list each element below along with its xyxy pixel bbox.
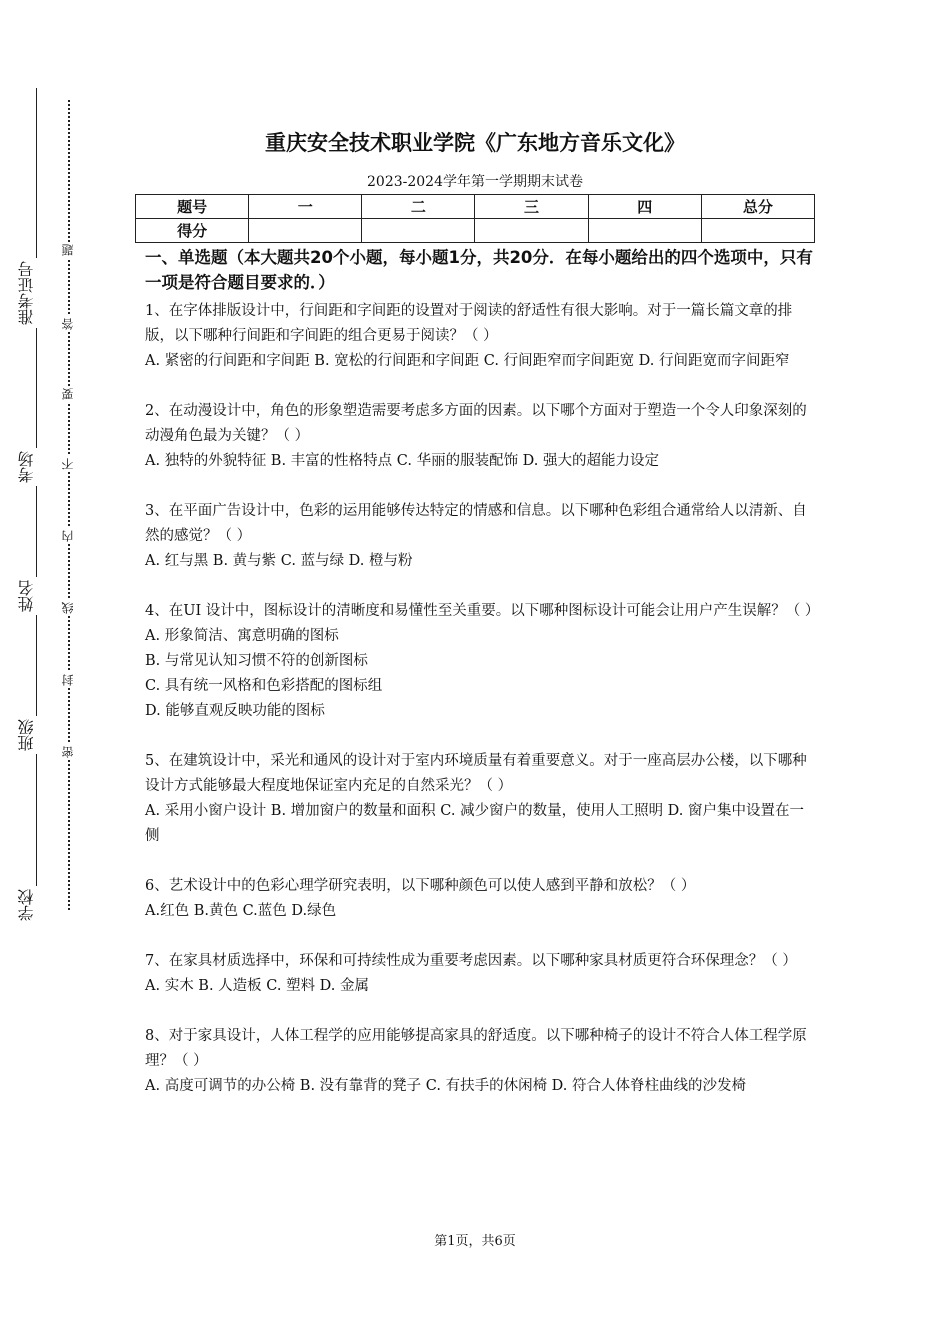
question-options: A. 实木 B. 人造板 C. 塑料 D. 金属 <box>145 978 370 994</box>
binding-margin <box>0 0 110 1344</box>
question-stem: 8、对于家具设计，人体工程学的应用能够提高家具的舒适度。以下哪种椅子的设计不符合人体工程学原理？（ ） <box>145 1028 807 1069</box>
score-cell[interactable] <box>249 219 362 243</box>
question-5 <box>145 749 815 849</box>
question-option-d: D. 能够直观反映功能的图标 <box>145 703 325 719</box>
seal-char: 密 <box>61 746 75 758</box>
question-stem: 5、在建筑设计中，采光和通风的设计对于室内环境质量有着重要意义。对于一座高层办公楼，以下哪种设计方式能够最大程度地保证室内充足的自然采光？（ ） <box>145 753 807 794</box>
score-cell[interactable] <box>588 219 701 243</box>
score-row-label: 得分 <box>136 219 249 243</box>
exam-number-label: 准考证号 <box>18 258 42 328</box>
score-cell[interactable] <box>362 219 475 243</box>
question-stem: 4、在UI 设计中，图标设计的清晰度和易懂性至关重要。以下哪种图标设计可能会让用户产生误解？（ ） <box>145 603 820 619</box>
question-options: A. 紧密的行间距和字间距 B. 宽松的行间距和字间距 C. 行间距窄而字间距宽 D. 行间距宽而字间距窄 <box>145 353 790 369</box>
question-1 <box>145 299 815 374</box>
question-stem: 3、在平面广告设计中，色彩的运用能够传达特定的情感和信息。以下哪种色彩组合通常给人以清新、自然的感觉？（ ） <box>145 503 807 544</box>
seal-char: 封 <box>61 674 75 686</box>
question-stem: 1、在字体排版设计中，行间距和字间距的设置对于阅读的舒适性有很大影响。对于一篇长篇文章的排版，以下哪种行间距和字间距的组合更易于阅读？（ ） <box>145 303 793 344</box>
question-stem: 2、在动漫设计中，角色的形象塑造需要考虑多方面的因素。以下哪个方面对于塑造一个令人印象深刻的动漫角色最为关键？（ ） <box>145 403 807 444</box>
question-options: A. 高度可调节的办公椅 B. 没有靠背的凳子 C. 有扶手的休闲椅 D. 符合人体脊柱曲线的沙发椅 <box>145 1078 747 1094</box>
seal-char: 内 <box>61 530 75 542</box>
seal-char: 线 <box>61 602 75 614</box>
question-7 <box>145 949 815 999</box>
score-table-header-cell: 题号 <box>136 195 249 219</box>
question-8 <box>145 1024 815 1099</box>
score-table-header-cell: 二 <box>362 195 475 219</box>
question-options: A. 独特的外貌特征 B. 丰富的性格特点 C. 华丽的服装配饰 D. 强大的超能力设定 <box>145 453 660 469</box>
score-table-score-row <box>136 219 815 243</box>
exam-subtitle: 2023-2024学年第一学期期末试卷 <box>367 174 583 190</box>
seal-char: 题 <box>61 244 75 256</box>
score-cell[interactable] <box>701 219 814 243</box>
score-table-header-cell: 四 <box>588 195 701 219</box>
seal-char: 不 <box>61 458 75 470</box>
page-number: 第1页，共6页 <box>434 1234 516 1249</box>
question-options: A. 采用小窗户设计 B. 增加窗户的数量和面积 C. 减少窗户的数量，使用人工照明 D. 窗户集中设置在一侧 <box>145 803 805 844</box>
question-option-b: B. 与常见认知习惯不符的创新图标 <box>145 653 368 669</box>
question-stem: 6、艺术设计中的色彩心理学研究表明，以下哪种颜色可以使人感到平静和放松？（ ） <box>145 878 696 894</box>
score-table <box>135 194 815 243</box>
class-label: 班级 <box>18 716 42 754</box>
seal-char: 要 <box>61 388 75 400</box>
score-cell[interactable] <box>475 219 588 243</box>
question-2 <box>145 399 815 474</box>
binding-rule-line <box>36 88 37 924</box>
question-stem: 7、在家具材质选择中，环保和可持续性成为重要考虑因素。以下哪种家具材质更符合环保理念？（ ） <box>145 953 797 969</box>
question-3 <box>145 499 815 574</box>
question-option-c: C. 具有统一风格和色彩搭配的图标组 <box>145 678 383 694</box>
exam-content <box>135 128 820 1124</box>
question-6 <box>145 874 815 924</box>
score-table-header-cell: 三 <box>475 195 588 219</box>
seal-dotted-line <box>68 100 70 910</box>
score-table-header-row <box>136 195 815 219</box>
exam-title: 重庆安全技术职业学院《广东地方音乐文化》 <box>265 131 685 155</box>
section-heading: 一、单选题（本大题共20个小题，每小题1分，共20分．在每小题给出的四个选项中，只有一项是符合题目要求的．） <box>145 248 813 292</box>
exam-room-label: 考场 <box>18 448 42 486</box>
seal-char: 答 <box>61 318 75 330</box>
name-label: 姓名 <box>18 577 42 615</box>
score-table-header-cell: 一 <box>249 195 362 219</box>
question-options: A. 红与黑 B. 黄与紫 C. 蓝与绿 D. 橙与粉 <box>145 553 413 569</box>
question-4 <box>145 599 820 724</box>
school-label: 学校 <box>18 886 42 924</box>
question-option-a: A. 形象简洁、寓意明确的图标 <box>145 628 339 644</box>
score-table-header-cell: 总分 <box>701 195 814 219</box>
question-options: A.红色 B.黄色 C.蓝色 D.绿色 <box>145 903 337 919</box>
